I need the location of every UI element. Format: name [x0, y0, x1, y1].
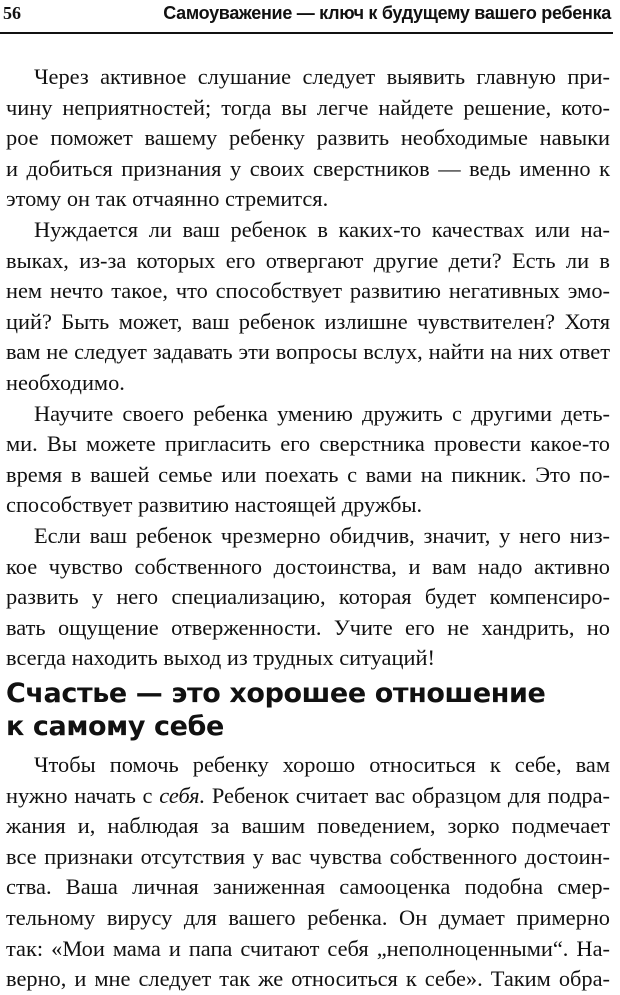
text-line: нем нечто такое, что способствует развитию негативных эмо- [6, 278, 610, 304]
section-heading [6, 677, 610, 743]
emphasized-word: себя. [159, 782, 206, 808]
text-line: жания и, наблюдая за вашим поведением, зорко подмечает [6, 813, 610, 839]
body-text-after-heading [6, 750, 610, 995]
text-line: кое чувство собственного достоинства, и вам надо активно [6, 553, 610, 579]
section-heading-line-2: к самому себе [6, 711, 224, 742]
text-line: ми. Вы можете пригласить его сверстника провести какое-то [6, 431, 610, 457]
text-line: ства. Ваша личная заниженная самооценка подобна смер- [6, 874, 610, 900]
text-line: время в вашей семье или поехать с вами на пикник. Это по- [6, 461, 610, 487]
text-line: Чтобы помочь ребенку хорошо относиться к себе, вам [34, 752, 610, 777]
text-line: Научите своего ребенка умению дружить с другими деть- [34, 400, 610, 426]
text-line: всегда находить выход из трудных ситуаций! [6, 645, 435, 671]
text-line: ций? Быть может, ваш ребенок излишне чувствителен? Хотя [6, 308, 610, 334]
text-segment: Ребенок считает вас образцом для подра- [205, 782, 610, 808]
text-line: верно, и мне следует так же относиться к себе». Таким обра- [6, 966, 610, 992]
text-line: так: «Мои мама и папа считают себя „неполноценными“. На- [6, 935, 610, 961]
text-line: все признаки отсутствия у вас чувства собственного достоин- [6, 843, 610, 869]
text-line: рое поможет вашему ребенку развить необходимые навыки [6, 125, 610, 151]
text-line: Через активное слушание следует выявить главную при- [34, 64, 610, 89]
text-line: тельному вирусу для вашего ребенка. Он думает примерно [6, 904, 610, 930]
page-number: 56 [3, 3, 21, 23]
text-line: способствует развитию настоящей дружбы. [6, 492, 423, 518]
text-line: выках, из-за которых его отвергают другие дети? Есть ли в [6, 247, 610, 273]
text-line: чину неприятностей; тогда вы легче найдете решение, кото- [6, 94, 610, 120]
text-line: Если ваш ребенок чрезмерно обидчив, значит, у него низ- [34, 522, 610, 548]
text-line: этому он так отчаянно стремится. [6, 186, 329, 212]
text-line-with-emphasis [6, 781, 610, 812]
text-line: необходимо. [6, 369, 125, 395]
body-text-before-heading [6, 62, 610, 674]
text-line: развить у него специализацию, которая будет компенсиро- [6, 584, 610, 610]
text-line: и добиться признания у своих сверстников — ведь именно к [6, 155, 610, 181]
text-line: вать ощущение отверженности. Учите его не хандрить, но [6, 614, 610, 640]
section-heading-line-1: Счастье — это хорошее отношение [6, 678, 546, 709]
running-title: Самоуважение — ключ к будущему вашего ребенка [163, 3, 611, 23]
text-line: Нуждается ли ваш ребенок в каких-то качествах или на- [34, 216, 610, 242]
text-segment: нужно начать с [6, 782, 160, 808]
running-header [0, 0, 613, 34]
text-line: вам не следует задавать эти вопросы вслух, найти на них ответ [6, 339, 610, 365]
